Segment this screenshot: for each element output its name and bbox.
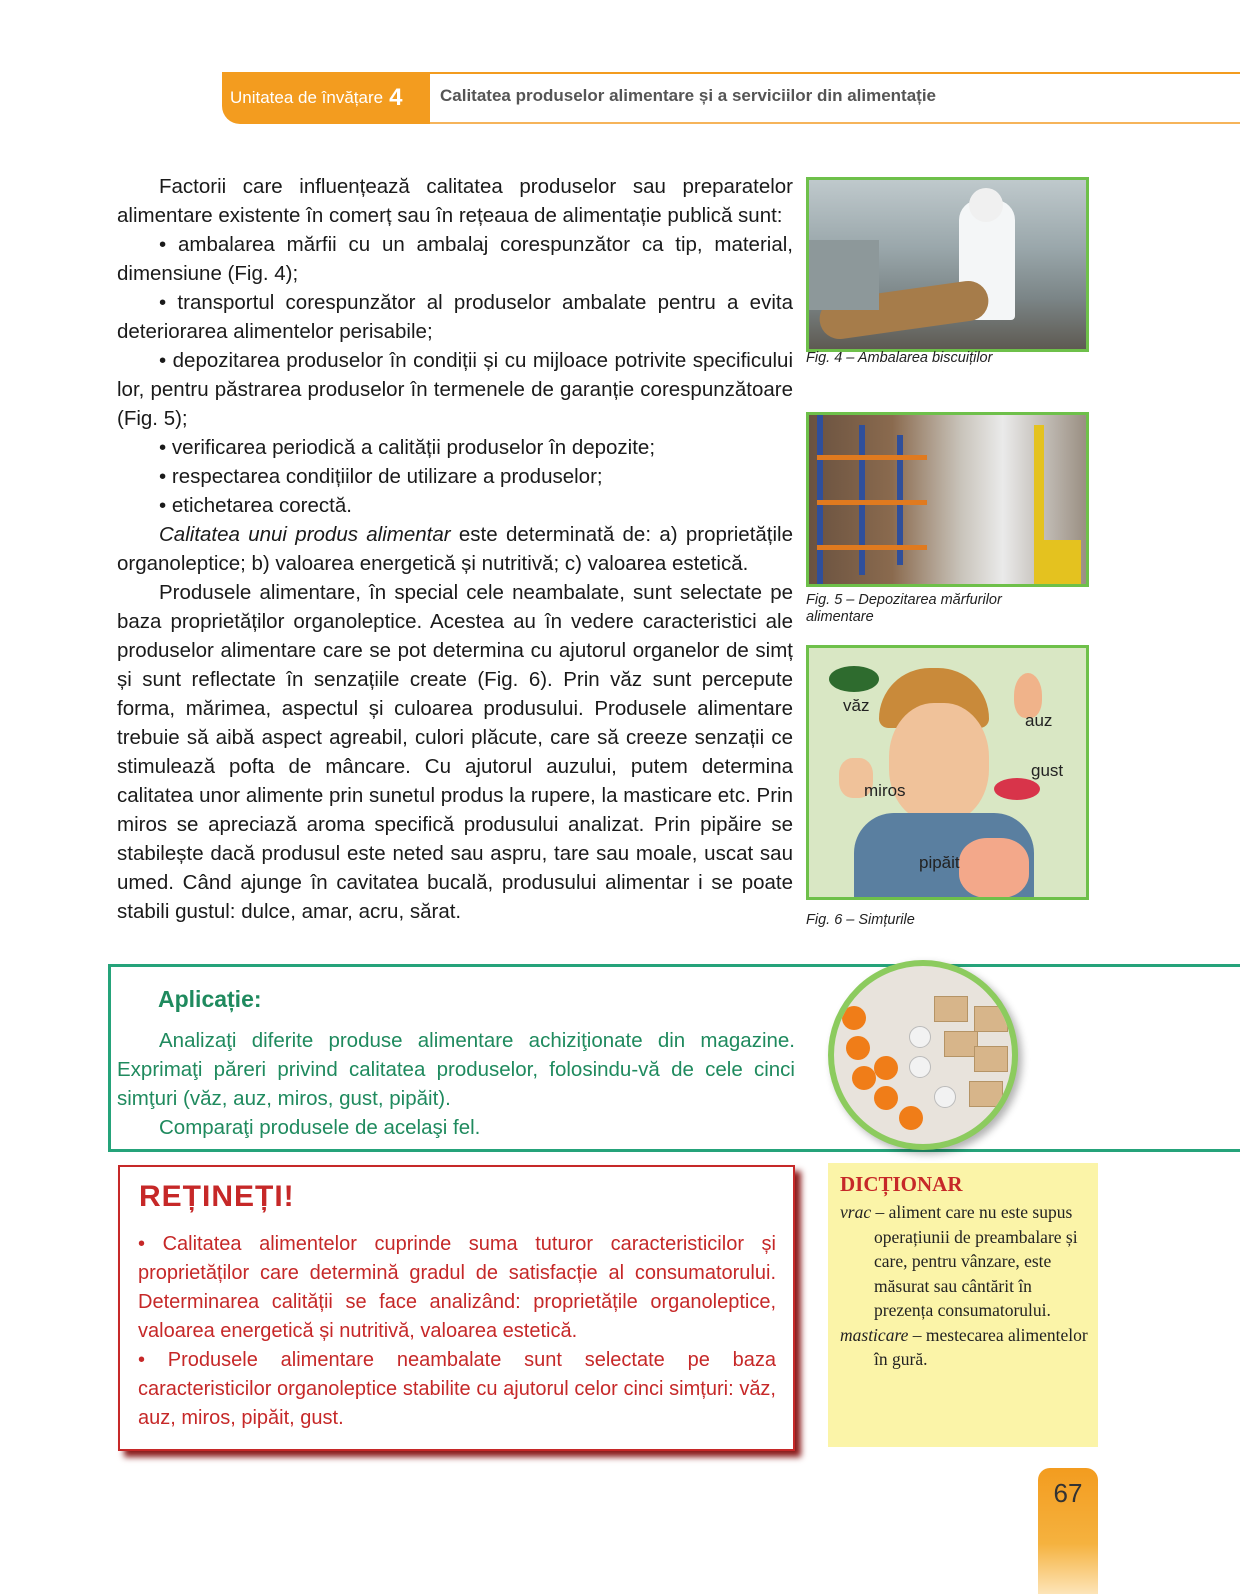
sense-taste-label: gust	[1031, 761, 1064, 780]
packaged-item	[934, 1086, 956, 1108]
eye-icon	[829, 666, 879, 692]
bullet-item: • respectarea condițiilor de utilizare a produselor;	[159, 465, 603, 488]
orange-fruit	[852, 1066, 876, 1090]
fig5-caption: Fig. 5 – Depozitarea mărfurilor alimentare	[806, 592, 1002, 625]
application-title: Aplicație:	[158, 986, 262, 1012]
food-package	[934, 996, 968, 1022]
unit-badge	[222, 72, 430, 124]
dictionary-definition: – aliment care nu este supus operațiunii de preambalare și care, pentru vânzare, este măsurat sau cântărit în prezența consumatorului.	[871, 1202, 1078, 1320]
packaging-machine	[809, 240, 879, 310]
sense-smell-label: miros	[864, 781, 906, 800]
remember-point: • Produsele alimentare neambalate sunt selectate pe baza caracteristicilor organoleptice stabilite cu ajutorul celor cinci simțuri: văz, auz, miros, pipăit, gust.	[138, 1349, 776, 1429]
dictionary-title: DICȚIONAR	[840, 1172, 963, 1196]
worker-cap	[969, 188, 1003, 222]
bullet-item: • etichetarea corectă.	[159, 494, 352, 517]
packaged-item	[909, 1026, 931, 1048]
orange-fruit	[846, 1036, 870, 1060]
intro-paragraph: Factorii care influențează calitatea produselor sau preparatelor alimentare existente în comerț sau în rețeaua de alimentație publică sunt:	[117, 175, 793, 227]
remember-title: REȚINEȚI!	[139, 1180, 295, 1213]
senses-illustration	[806, 645, 1089, 900]
food-package	[974, 1006, 1008, 1032]
header-underline	[430, 122, 1240, 124]
food-package	[944, 1031, 978, 1057]
packaged-item	[909, 1056, 931, 1078]
bullet-item: • transportul corespunzător al produselor ambalate pentru a evita deteriorarea alimentelor perisabile;	[117, 291, 793, 343]
application-compare: Comparaţi produsele de acelaşi fel.	[159, 1116, 481, 1139]
dictionary-term: vrac	[840, 1202, 872, 1222]
biscuit-packaging-photo	[806, 177, 1089, 352]
chapter-title: Calitatea produselor alimentare și a serviciilor din alimentație	[440, 86, 937, 105]
application-text	[117, 1026, 795, 1142]
bullet-item: • verificarea periodică a calității produselor în depozite;	[159, 436, 656, 459]
boy-face	[889, 703, 989, 823]
unit-label: Unitatea de învățare	[230, 88, 384, 107]
hand-icon	[959, 838, 1029, 898]
orange-fruit	[899, 1106, 923, 1130]
application-task: Analizaţi diferite produse alimentare achiziţionate din magazine. Exprimaţi păreri privind calitatea produselor, folosindu-vă de cele cinci simţuri (văz, auz, miros, gust, pipăit).	[117, 1029, 795, 1110]
dictionary-entry	[840, 1323, 1090, 1372]
quality-paragraph	[117, 520, 793, 578]
orange-fruit	[842, 1006, 866, 1030]
sense-touch-label: pipăit	[919, 853, 960, 872]
rack-beam	[817, 545, 927, 550]
food-package	[969, 1081, 1003, 1107]
page-number: 67	[1053, 1478, 1083, 1508]
sense-hearing-label: auz	[1025, 711, 1053, 730]
remember-text	[138, 1230, 776, 1433]
sense-sight-label: văz	[843, 696, 870, 715]
food-package	[974, 1046, 1008, 1072]
senses-paragraph: Produsele alimentare, în special cele neambalate, sunt selectate pe baza proprietăților organoleptice. Acestea au în vedere caracteristici ale produselor alimentare care se pot determina cu ajutorul organelor de simț și sunt reflectate în senzațiile create (Fig. 6). Prin văz sunt percepute forma, mărimea, aspectul și culoarea produsului. Produsele alimentare trebuie să aibă aspect agreabil, culori plăcute, care să creeze senzații ce stimulează pofta de mâncare. Cu ajutorul auzului, putem determina calitatea unor alimente prin sunetul produs la rupere, la masticare etc. Prin miros se apreciază aroma specifică produsului analizat. Prin pipăire se stabilește dacă produsul este neted sau aspru, tare sau moale, uscat sau umed. Când ajunge în cavitatea bucală, produsului alimentar i se poate stabili gustul: dulce, amar, acru, sărat.	[117, 581, 793, 923]
quality-term: Calitatea unui produs alimentar	[159, 523, 451, 546]
lips-icon	[994, 778, 1040, 800]
dictionary-entry	[840, 1200, 1090, 1323]
food-products-photo	[828, 960, 1018, 1150]
rack-beam	[817, 500, 927, 505]
main-text	[117, 172, 793, 926]
forklift-body	[1041, 540, 1081, 585]
bullet-item: • depozitarea produselor în condiții și cu mijloace potrivite specificului lor, pentru păstrarea produselor în termenele de garanție corespunzătoare (Fig. 5);	[117, 349, 793, 430]
bullet-item: • ambalarea mărfii cu un ambalaj corespunzător ca tip, material, dimensiune (Fig. 4);	[117, 233, 793, 285]
warehouse-photo	[806, 412, 1089, 587]
quality-definition: este determinată de: a) proprietățile organoleptice; b) valoarea energetică și nutritivă; c) valoarea estetică.	[117, 523, 793, 575]
rack-beam	[817, 455, 927, 460]
orange-fruit	[874, 1086, 898, 1110]
fig6-caption: Fig. 6 – Simțurile	[806, 912, 915, 928]
orange-fruit	[874, 1056, 898, 1080]
remember-point: • Calitatea alimentelor cuprinde suma tuturor caracteristicilor și proprietăților care determină gradul de satisfacție al consumatorului. Determinarea calității se face analizând: proprietățile organoleptice, valoarea energetică și nutritivă, valoarea estetică.	[138, 1233, 776, 1342]
page-number-tab	[1038, 1468, 1098, 1594]
dictionary-entries	[840, 1200, 1090, 1372]
fig4-caption: Fig. 4 – Ambalarea biscuiților	[806, 350, 993, 366]
unit-number: 4	[389, 84, 403, 111]
dictionary-definition: – mestecarea alimentelor în gură.	[874, 1324, 1088, 1369]
dictionary-term: masticare	[840, 1324, 909, 1345]
